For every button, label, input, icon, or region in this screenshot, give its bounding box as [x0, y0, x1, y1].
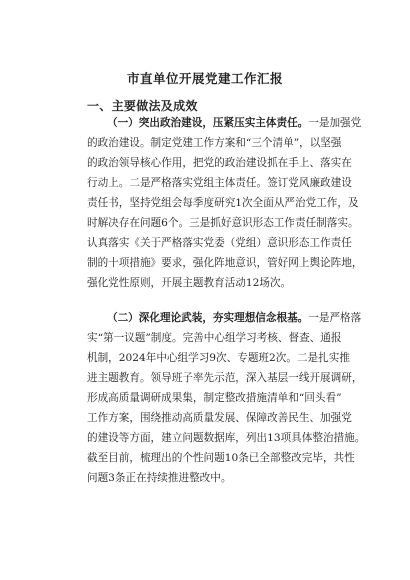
paragraph-2-line-3: 机制，2024年中心组学习9次、专题班2次。二是扎实推	[87, 352, 350, 364]
paragraph-1-line-8: 制的十项措施》要求，强化阵地意识，管好网上舆论阵地，	[87, 257, 363, 269]
paragraph-2-line-8: 截至目前，梳理出的个性问题10条已全部整改完毕，共性	[87, 452, 355, 464]
section-heading: 一、主要做法及成效	[87, 99, 198, 113]
paragraph-1-line-9: 强化党性原则，开展主题教育活动12场次。	[87, 277, 292, 289]
paragraph-2-line-5: 形成高质量调研成果集，制定整改措施清单和“回头看”	[87, 392, 342, 404]
paragraph-1-lead: （一）突出政治建设，压紧压实主体责任。	[107, 117, 309, 129]
paragraph-2-line-7: 的建设等方面，建立问题数据库，列出13项具体整治措施。	[87, 432, 366, 444]
paragraph-1-line-2: 的政治建设。制定党建工作方案和“三个清单”，以坚强	[87, 137, 342, 149]
paragraph-1-line-1	[107, 116, 362, 130]
paragraph-1-line-4: 行动上。二是严格落实党组主体责任。签订党风廉政建设	[87, 177, 352, 189]
paragraph-2-line-4: 进主题教育。领导班子率先示范，深入基层一线开展调研，	[87, 372, 363, 384]
paragraph-2-line-9: 问题3条正在持续推进整改中。	[87, 472, 232, 484]
paragraph-2-line-6: 工作方案，围绕推动高质量发展、保障改善民生、加强党	[87, 412, 352, 424]
paragraph-2-lead: （二）深化理论武装，夯实理想信念根基。	[107, 312, 309, 324]
paragraph-2-line-1	[107, 311, 362, 325]
paragraph-1-line-5: 责任书，坚持党组会每季度研究1次全面从严治党工作，及	[87, 197, 359, 209]
paragraph-1-line-6: 时解决存在问题6个。三是抓好意识形态工作责任制落实。	[87, 217, 359, 229]
paragraph-2-text: 一是严格落	[308, 312, 362, 324]
paragraph-1-line-7: 认真落实《关于严格落实党委（党组）意识形态工作责任	[87, 237, 352, 249]
paragraph-1-text: 一是加强党	[308, 117, 362, 129]
paragraph-1-line-3: 的政治领导核心作用，把党的政治建设抓在手上、落实在	[87, 157, 352, 169]
document-title: 市直单位开展党建工作汇报	[126, 71, 283, 86]
paragraph-2-line-2: 实“第一议题”制度。完善中心组学习考核、督查、通报	[87, 332, 342, 344]
